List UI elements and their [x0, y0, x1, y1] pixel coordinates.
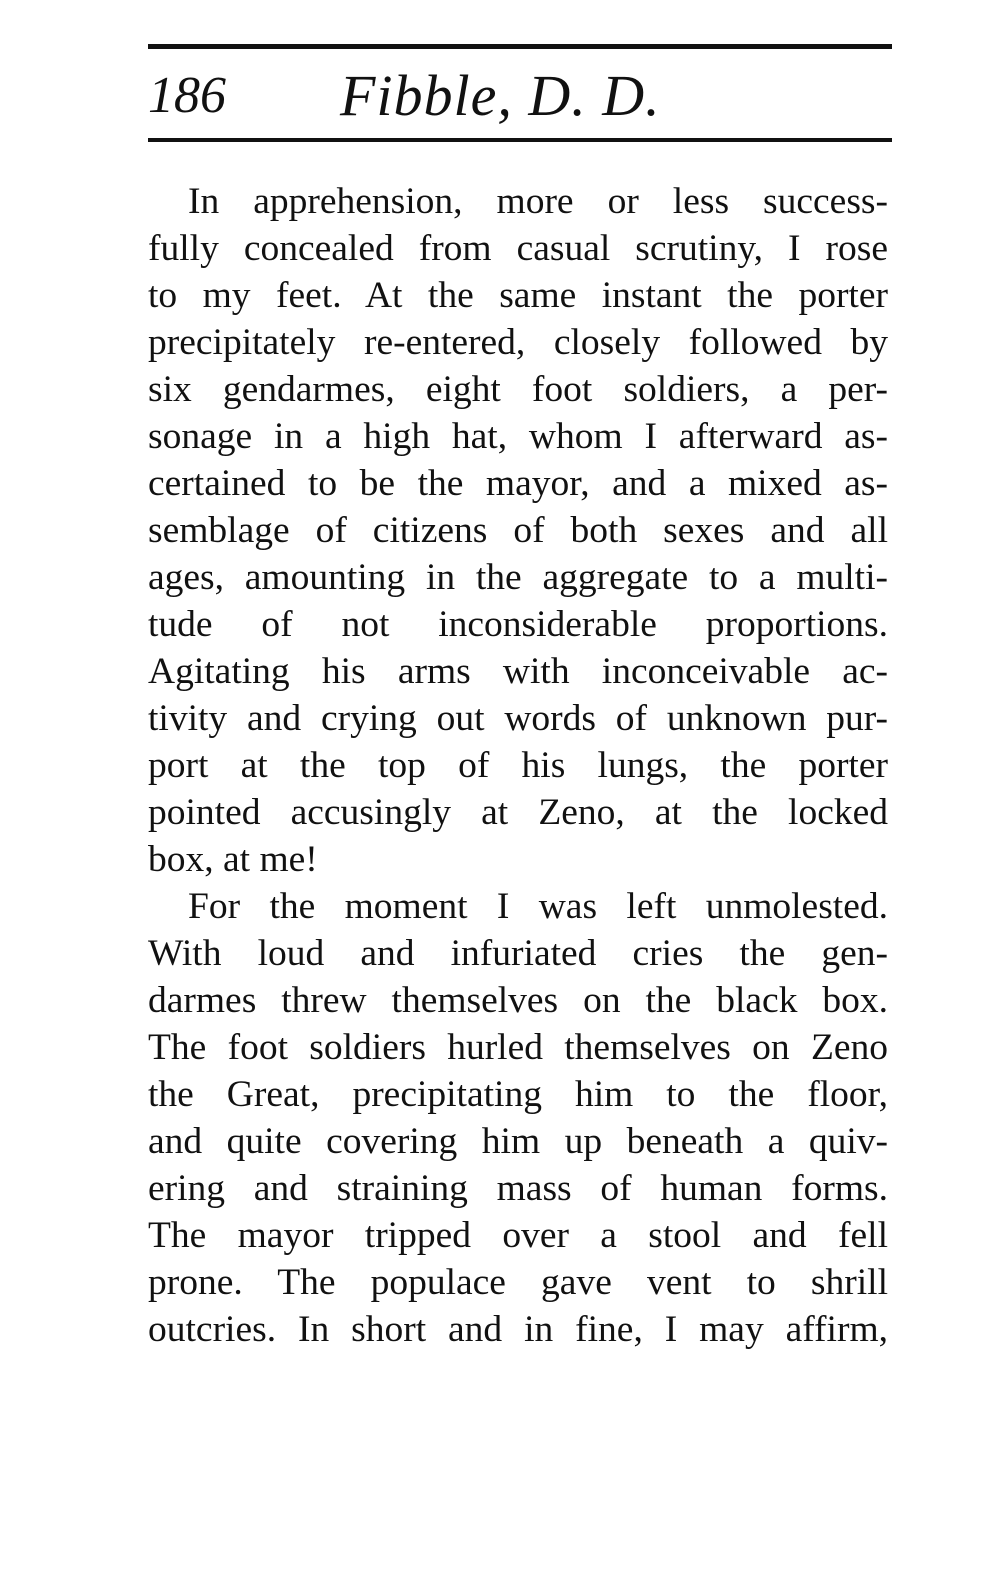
- text-line: to my feet. At the same instant the porter: [148, 275, 888, 316]
- text-line: six gendarmes, eight foot soldiers, a per-: [148, 369, 888, 410]
- text-line: outcries. In short and in fine, I may affirm,: [148, 1309, 888, 1350]
- text-line: certained to be the mayor, and a mixed as-: [148, 463, 888, 504]
- text-line: The mayor tripped over a stool and fell: [148, 1215, 888, 1256]
- text-line: prone. The populace gave vent to shrill: [148, 1262, 888, 1303]
- running-title: Fibble, D. D.: [340, 63, 661, 128]
- text-line: For the moment I was left unmolested.: [188, 886, 888, 927]
- text-line: Agitating his arms with inconceivable ac-: [148, 651, 888, 692]
- text-line: tude of not inconsiderable proportions.: [148, 604, 888, 645]
- text-line: precipitately re-entered, closely followed by: [148, 322, 888, 363]
- text-line: and quite covering him up beneath a quiv-: [148, 1121, 888, 1162]
- text-line: darmes threw themselves on the black box.: [148, 980, 888, 1021]
- text-line: box, at me!: [148, 839, 318, 880]
- text-line: pointed accusingly at Zeno, at the locked: [148, 792, 888, 833]
- text-line: port at the top of his lungs, the porter: [148, 745, 888, 786]
- page-number: 186: [148, 67, 226, 124]
- text-line: ering and straining mass of human forms.: [148, 1168, 888, 1209]
- text-line: With loud and infuriated cries the gen-: [148, 933, 888, 974]
- body-text: [148, 178, 888, 1353]
- text-line: The foot soldiers hurled themselves on Zeno: [148, 1027, 888, 1068]
- text-line: ages, amounting in the aggregate to a multi-: [148, 557, 888, 598]
- text-line: tivity and crying out words of unknown pur-: [148, 698, 888, 739]
- header-top-rule: [148, 44, 892, 49]
- header-bottom-rule: [148, 138, 892, 142]
- text-line: sonage in a high hat, whom I afterward as-: [148, 416, 888, 457]
- page-header: [148, 60, 892, 136]
- text-line: the Great, precipitating him to the floor,: [148, 1074, 888, 1115]
- text-line: fully concealed from casual scrutiny, I rose: [148, 228, 888, 269]
- text-line: In apprehension, more or less success-: [188, 181, 888, 222]
- text-line: semblage of citizens of both sexes and all: [148, 510, 888, 551]
